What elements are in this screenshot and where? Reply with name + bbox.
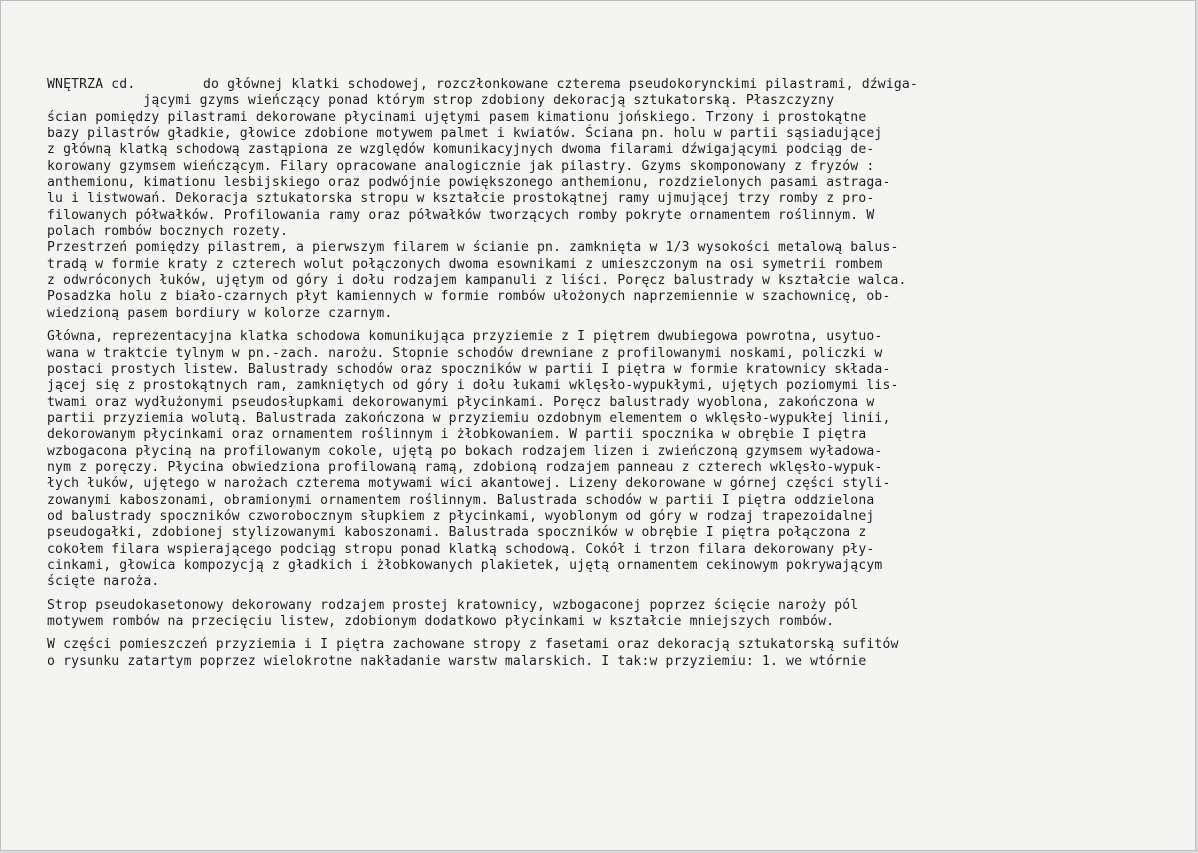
text-line: filowanych półwałków. Profilowania ramy oraz półwałków tworzących romby pokryte ornamentem roślinnym. W <box>47 207 875 223</box>
text-line: ścian pomiędzy pilastrami dekorowane płycinami ujętymi pasem kimationu jońskiego. Trzony i prostokątne <box>47 109 867 125</box>
text-line: z główną klatką schodową zastąpiona ze względów komunikacyjnych dwoma filarami dźwigającymi podciąg de- <box>47 142 875 158</box>
text-line: korowany gzymsem wieńczącym. Filary opracowane analogicznie jak pilastry. Gzyms skomponowany z fryzów : <box>47 158 875 174</box>
text-line: do głównej klatki schodowej, rozczłonkowane czterema pseudokorynckimi pilastrami, dźwiga- <box>203 77 918 92</box>
text-line: tradą w formie kraty z czterech wolut połączonych dwoma esownikami z umieszczonym na osi symetrii rombem <box>47 256 883 272</box>
text-line: motywem rombów na przecięciu listew, zdobionym dodatkowo płycinkami w kształcie mniejszych rombów. <box>47 614 835 629</box>
text-line: Posadzka holu z biało-czarnych płyt kamiennych w formie rombów ułożonych naprzemiennie w szachownicę, ob- <box>47 289 891 305</box>
text-line: Główna, reprezentacyjna klatka schodowa komunikująca przyziemie z I piętrem dwubiegowa powrotna, usytuo- <box>47 329 883 345</box>
text-line: polach rombów bocznych rozety. <box>47 224 288 240</box>
text-line: W części pomieszczeń przyziemia i I piętra zachowane stropy z fasetami oraz dekoracją sztukatorską sufitów <box>47 637 899 653</box>
text-line: cokołem filara wspierającego podciąg stropu ponad klatką schodową. Cokół i trzon filara dekorowany pły- <box>47 541 875 557</box>
text-line: postaci prostych listew. Balustrady schodów oraz spoczników w partii I piętra w formie kratownicy składa- <box>47 361 891 377</box>
text-line: z odwróconych łuków, ujętym od góry i dołu rodzajem kampanuli z liści. Poręcz balustrady w kształcie walca. <box>47 273 907 289</box>
text-line: od balustrady spoczników czworobocznym słupkiem z płycinkami, wyoblonym od góry w rodzaj trapezoidalnej <box>47 508 875 524</box>
text-line: jącymi gzyms wieńczący ponad którym strop zdobiony dekoracją sztukatorską. Płaszczyzny <box>47 93 835 109</box>
typed-text-body <box>47 77 1167 670</box>
text-line: lu i listwowań. Dekoracja sztukatorska stropu w kształcie prostokątnej ramy ujmującej trzy romby z pro- <box>47 191 875 207</box>
section-heading: WNĘTRZA cd. <box>47 77 136 92</box>
first-line <box>47 77 1167 93</box>
text-line: wana w traktcie tylnym w pn.-zach. narożu. Stopnie schodów drewniane z profilowanymi noskami, policzki w <box>47 345 883 361</box>
text-line: wiedzioną pasem bordiury w kolorze czarnym. <box>47 305 393 321</box>
text-line: cinkami, głowica kompozycją z gładkich i żłobkowanych plakietek, ujętą ornamentem cekinowym pokrywającym <box>47 557 883 573</box>
text-line: nym z poręczy. Płycina obwiedziona profilowaną ramą, zdobioną rodzajem panneau z czterech wklęsło-wypuk- <box>47 459 883 475</box>
paragraph-gap <box>47 591 1167 598</box>
text-line: o rysunku zatartym poprzez wielokrotne nakładanie warstw malarskich. I tak:w przyziemiu: 1. we wtórnie <box>47 653 867 669</box>
text-line: łych łuków, ujętego w narożach czterema motywami wici akantowej. Lizeny dekorowane w górnej części styli- <box>47 476 891 492</box>
text-line: jącej się z prostokątnych ram, zamkniętych od góry i dołu łukami wklęsło-wypukłymi, ujętych poziomymi lis- <box>47 378 899 394</box>
text-line: twami oraz wydłużonymi pseudosłupkami dekorowanymi płycinkami. Poręcz balustrady wyoblona, zakończona w <box>47 394 875 410</box>
text-line: ścięte naroża. <box>47 574 160 590</box>
text-line: zowanymi kaboszonami, obramionymi ornamentem roślinnym. Balustrada schodów w partii I piętra oddzielona <box>47 492 875 508</box>
text-line: wzbogacona płyciną na profilowanym cokole, ujętą po bokach rodzajem lizen i zwieńczoną gzymsem wyładowa- <box>47 443 883 459</box>
text-line: dekorowanym płycinkami oraz ornamentem roślinnym i żłobkowaniem. W partii spocznika w obrębie I piętra <box>47 427 867 443</box>
text-line: Strop pseudokasetonowy dekorowany rodzajem prostej kratownicy, wzbogaconej poprzez ścięcie naroży pól <box>47 597 859 613</box>
paragraph-gap <box>47 322 1167 329</box>
text-line: Przestrzeń pomiędzy pilastrem, a pierwszym filarem w ścianie pn. zamknięta w 1/3 wysokości metalową balus- <box>47 240 899 256</box>
text-line: pseudogałki, zdobionej stylizowanymi kaboszonami. Balustrada spoczników w obrębie I piętra połączona z <box>47 525 867 541</box>
paragraph-gap <box>47 630 1167 637</box>
text-line: partii przyziemia wolutą. Balustrada zakończona w przyziemiu ozdobnym elementem o wklęsło-wypukłej linii, <box>47 410 891 426</box>
text-line: bazy pilastrów gładkie, głowice zdobione motywem palmet i kwiatów. Ściana pn. holu w partii sąsiadującej <box>47 126 883 142</box>
text-line: anthemionu, kimationu lesbijskiego oraz podwójnie powiększonego anthemionu, rozdzielonych pasami astraga- <box>47 175 891 191</box>
